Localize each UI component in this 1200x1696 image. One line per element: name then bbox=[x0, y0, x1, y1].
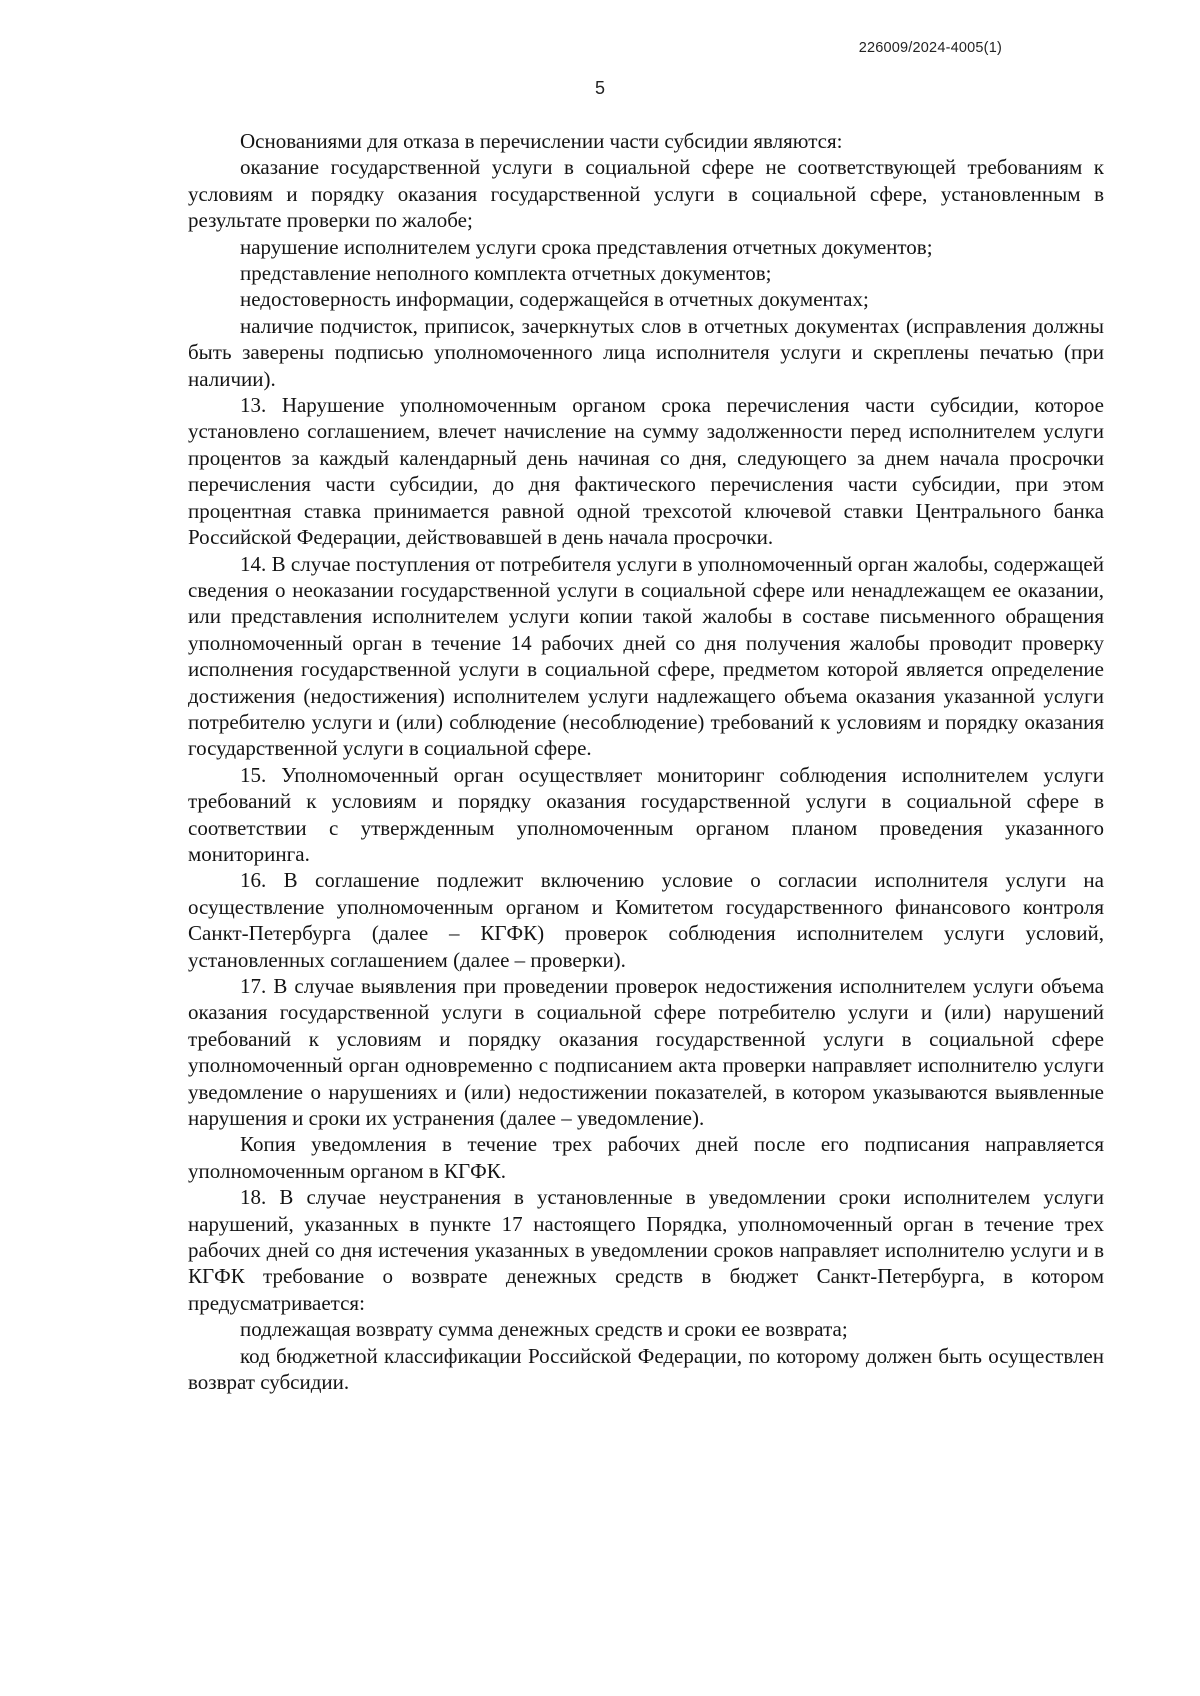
paragraph-ground-incomplete: представление неполного комплекта отчетных документов; bbox=[240, 261, 772, 286]
paragraph-18: 18. В случае неустранения в установленные в уведомлении сроки исполнителем услуги нарушений, указанных в пункте 17 настоящего Порядка, уполномоченный орган в течение трех рабочих дней со дня истечения указанных в уведомлении сроков направляет исполнителю услуги и в КГФК требование о возврате денежных средств в бюджет Санкт-Петербурга, в котором предусматривается: bbox=[188, 1185, 1104, 1315]
paragraph-15: 15. Уполномоченный орган осуществляет мониторинг соблюдения исполнителем услуги требований к условиям и порядку оказания государственной услуги в социальной сфере в соответствии с утвержденным уполномоченным органом планом проведения указанного мониторинга. bbox=[188, 762, 1104, 866]
paragraph-refusal-grounds: Основаниями для отказа в перечислении части субсидии являются: bbox=[240, 129, 843, 153]
paragraph-14: 14. В случае поступления от потребителя услуги в уполномоченный орган жалобы, содержащей сведения о неоказании государственной услуги в социальной сфере или ненадлежащем ее оказании, или представления исполнителем услуги копии такой жалобы в составе письменного обращения уполномоченный орган в течение 14 рабочих дней со дня получения жалобы проводит проверку исполнения государственной услуги в социальной сфере, предметом которой является определение достижения (недостижения) исполнителем услуги надлежащего объема оказания указанной услуги потребителю услуги и (или) соблюдение (несоблюдение) требований к условиям и порядку оказания государственной услуги в социальной сфере. bbox=[188, 551, 1104, 761]
paragraph-17: 17. В случае выявления при проведении проверок недостижения исполнителем услуги объема оказания государственной услуги в социальной сфере потребителю услуги и (или) нарушений требований к условиям и порядку оказания государственной услуги в социальной сфере уполномоченный орган одновременно с подписанием акта проверки направляет исполнителю услуги уведомление о нарушениях и (или) недостижении показателей, в котором указываются выявленные нарушения и сроки их устранения (далее – уведомление). bbox=[188, 974, 1104, 1131]
paragraph-ground-nonconformity: оказание государственной услуги в социальной сфере не соответствующей требованиям к условиям и порядку оказания государственной услуги в социальной сфере, установленным в результате проверки по жалобе; bbox=[188, 155, 1104, 233]
paragraph-16: 16. В соглашение подлежит включению условие о согласии исполнителя услуги на осуществление уполномоченным органом и Комитетом государственного финансового контроля Санкт-Петербурга (далее – КГФК) проверок соблюдения исполнителем услуги условий, установленных соглашением (далее – проверки). bbox=[188, 868, 1104, 972]
document-number: 226009/2024-4005(1) bbox=[858, 40, 1002, 56]
paragraph-ground-corrections: наличие подчисток, приписок, зачеркнутых слов в отчетных документах (исправления должны быть заверены подписью уполномоченного лица исполнителя услуги и скреплены печатью (при наличии). bbox=[188, 313, 1104, 391]
document-body bbox=[188, 128, 1104, 1396]
paragraph-13: 13. Нарушение уполномоченным органом срока перечисления части субсидии, которое установлено соглашением, влечет начисление на сумму задолженности перед исполнителем услуги процентов за каждый календарный день начиная со дня, следующего за днем начала просрочки перечисления части субсидии, до дня фактического перечисления части субсидии, при этом процентная ставка принимается равной одной трехсотой ключевой ставки Центрального банка Российской Федерации, действовавшей в день начала просрочки. bbox=[188, 393, 1104, 550]
paragraph-ground-inaccuracy: недостоверность информации, содержащейся в отчетных документах; bbox=[240, 287, 869, 312]
paragraph-notice-copy: Копия уведомления в течение трех рабочих дней после его подписания направляется уполномоченным органом в КГФК. bbox=[188, 1132, 1104, 1183]
paragraph-budget-code: код бюджетной классификации Российской Федерации, по которому должен быть осуществлен возврат субсидии. bbox=[188, 1343, 1104, 1395]
paragraph-refund-amount: подлежащая возврату сумма денежных средств и сроки ее возврата; bbox=[240, 1317, 848, 1342]
page-number: 5 bbox=[594, 78, 605, 98]
paragraph-ground-deadline: нарушение исполнителем услуги срока представления отчетных документов; bbox=[240, 234, 933, 259]
